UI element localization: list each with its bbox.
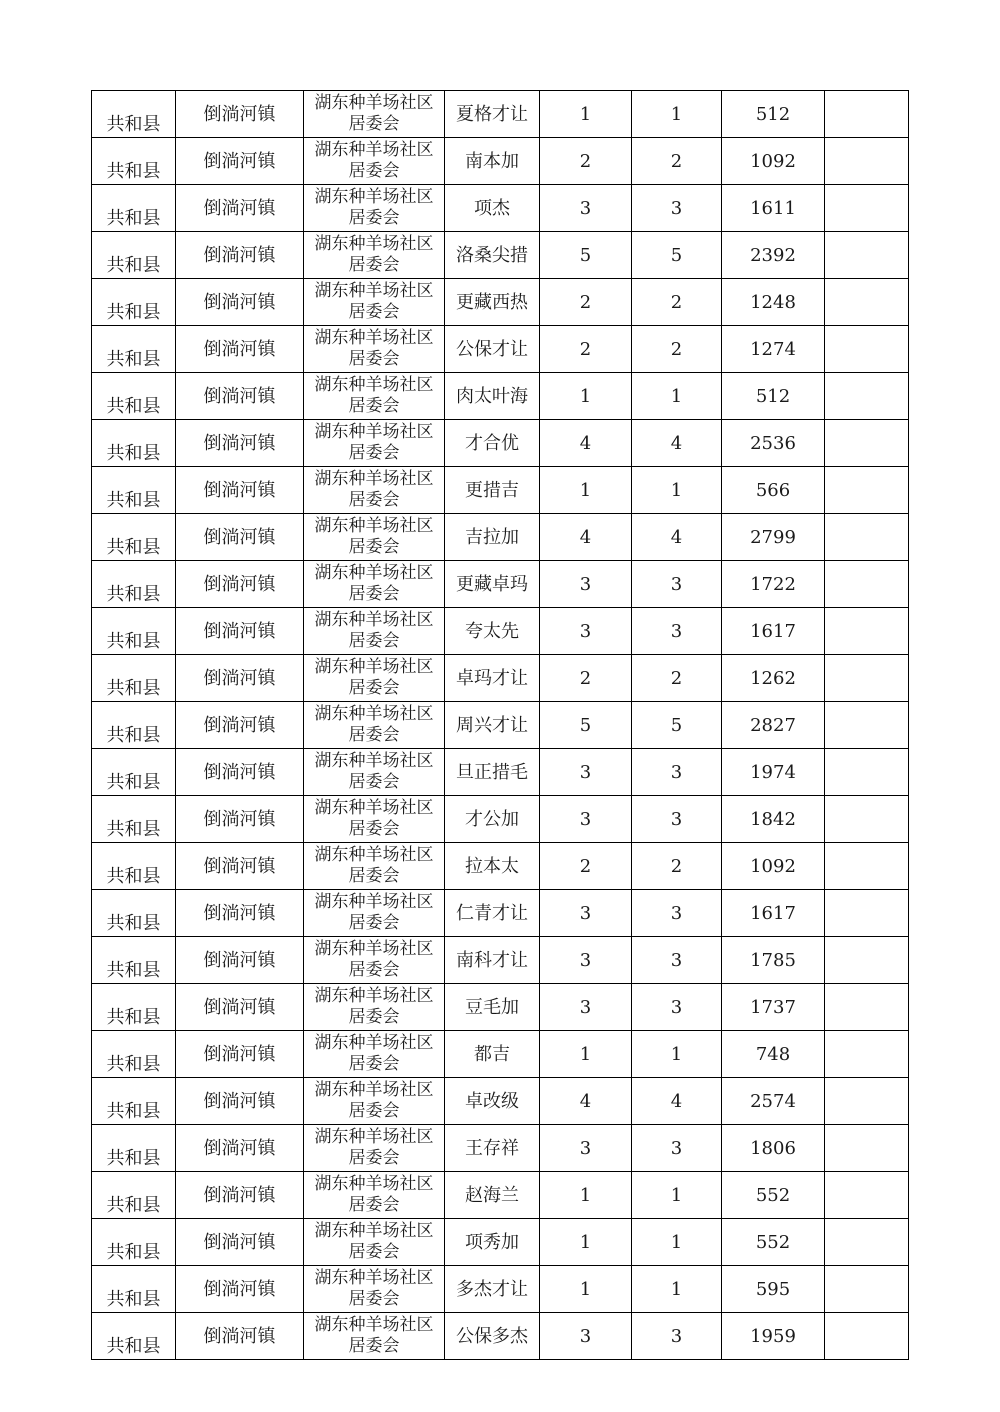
community-line-2: 居委会	[348, 255, 400, 275]
community-line-2: 居委会	[348, 396, 400, 416]
name-cell: 项杰	[445, 185, 540, 232]
community-line-2: 居委会	[348, 1242, 400, 1262]
amount-cell: 1722	[722, 561, 825, 608]
county-cell: 共和县	[92, 1313, 176, 1360]
note-cell	[825, 1078, 909, 1125]
note-cell	[825, 326, 909, 373]
households-cell: 1	[540, 1266, 632, 1313]
community-cell	[304, 937, 445, 984]
community-cell	[304, 326, 445, 373]
community-line-1: 湖东种羊场社区	[314, 516, 434, 536]
community-line-1: 湖东种羊场社区	[314, 1221, 434, 1241]
name-cell: 吉拉加	[445, 514, 540, 561]
amount-cell: 2574	[722, 1078, 825, 1125]
county-cell: 共和县	[92, 373, 176, 420]
amount-cell: 748	[722, 1031, 825, 1078]
town-cell: 倒淌河镇	[176, 561, 304, 608]
name-cell: 更措吉	[445, 467, 540, 514]
name-cell: 旦正措毛	[445, 749, 540, 796]
town-cell: 倒淌河镇	[176, 514, 304, 561]
community-line-2: 居委会	[348, 725, 400, 745]
county-cell: 共和县	[92, 843, 176, 890]
roster-table	[91, 90, 909, 1360]
note-cell	[825, 1266, 909, 1313]
amount-cell: 1617	[722, 608, 825, 655]
town-cell: 倒淌河镇	[176, 796, 304, 843]
community-cell	[304, 749, 445, 796]
community-cell	[304, 1031, 445, 1078]
persons-cell: 4	[632, 420, 722, 467]
county-cell: 共和县	[92, 1031, 176, 1078]
name-cell: 南本加	[445, 138, 540, 185]
community-line-1: 湖东种羊场社区	[314, 845, 434, 865]
community-line-1: 湖东种羊场社区	[314, 1033, 434, 1053]
county-cell: 共和县	[92, 796, 176, 843]
households-cell: 3	[540, 937, 632, 984]
county-cell: 共和县	[92, 467, 176, 514]
households-cell: 1	[540, 1031, 632, 1078]
name-cell: 公保多杰	[445, 1313, 540, 1360]
households-cell: 3	[540, 749, 632, 796]
persons-cell: 2	[632, 655, 722, 702]
community-line-2: 居委会	[348, 208, 400, 228]
households-cell: 2	[540, 138, 632, 185]
table-row	[92, 1125, 909, 1172]
community-line-1: 湖东种羊场社区	[314, 892, 434, 912]
community-line-1: 湖东种羊场社区	[314, 610, 434, 630]
name-cell: 王存祥	[445, 1125, 540, 1172]
households-cell: 1	[540, 1219, 632, 1266]
name-cell: 夸太先	[445, 608, 540, 655]
community-line-2: 居委会	[348, 913, 400, 933]
persons-cell: 2	[632, 279, 722, 326]
name-cell: 拉本太	[445, 843, 540, 890]
persons-cell: 3	[632, 890, 722, 937]
community-cell	[304, 702, 445, 749]
households-cell: 4	[540, 420, 632, 467]
community-line-1: 湖东种羊场社区	[314, 704, 434, 724]
table-row	[92, 373, 909, 420]
community-cell	[304, 843, 445, 890]
households-cell: 2	[540, 326, 632, 373]
community-line-2: 居委会	[348, 161, 400, 181]
table-row	[92, 326, 909, 373]
note-cell	[825, 1172, 909, 1219]
county-cell: 共和县	[92, 937, 176, 984]
community-cell	[304, 1172, 445, 1219]
community-line-1: 湖东种羊场社区	[314, 422, 434, 442]
community-line-2: 居委会	[348, 1336, 400, 1356]
table-row	[92, 138, 909, 185]
amount-cell: 1611	[722, 185, 825, 232]
households-cell: 3	[540, 1313, 632, 1360]
roster-body	[92, 91, 909, 1360]
name-cell: 更藏西热	[445, 279, 540, 326]
note-cell	[825, 232, 909, 279]
name-cell: 才合优	[445, 420, 540, 467]
amount-cell: 595	[722, 1266, 825, 1313]
county-cell: 共和县	[92, 138, 176, 185]
town-cell: 倒淌河镇	[176, 467, 304, 514]
persons-cell: 1	[632, 1172, 722, 1219]
community-line-1: 湖东种羊场社区	[314, 1268, 434, 1288]
table-row	[92, 796, 909, 843]
town-cell: 倒淌河镇	[176, 702, 304, 749]
community-line-1: 湖东种羊场社区	[314, 1127, 434, 1147]
table-row	[92, 1031, 909, 1078]
amount-cell: 1806	[722, 1125, 825, 1172]
amount-cell: 1737	[722, 984, 825, 1031]
town-cell: 倒淌河镇	[176, 1266, 304, 1313]
community-line-1: 湖东种羊场社区	[314, 93, 434, 113]
table-row	[92, 91, 909, 138]
town-cell: 倒淌河镇	[176, 655, 304, 702]
town-cell: 倒淌河镇	[176, 138, 304, 185]
community-cell	[304, 890, 445, 937]
note-cell	[825, 514, 909, 561]
town-cell: 倒淌河镇	[176, 373, 304, 420]
town-cell: 倒淌河镇	[176, 1172, 304, 1219]
amount-cell: 1262	[722, 655, 825, 702]
community-line-1: 湖东种羊场社区	[314, 939, 434, 959]
community-line-1: 湖东种羊场社区	[314, 657, 434, 677]
community-line-2: 居委会	[348, 1007, 400, 1027]
town-cell: 倒淌河镇	[176, 1031, 304, 1078]
community-line-2: 居委会	[348, 1101, 400, 1121]
county-cell: 共和县	[92, 1078, 176, 1125]
community-line-2: 居委会	[348, 490, 400, 510]
community-line-2: 居委会	[348, 960, 400, 980]
households-cell: 3	[540, 796, 632, 843]
county-cell: 共和县	[92, 91, 176, 138]
community-cell	[304, 608, 445, 655]
town-cell: 倒淌河镇	[176, 232, 304, 279]
community-line-2: 居委会	[348, 1054, 400, 1074]
county-cell: 共和县	[92, 702, 176, 749]
households-cell: 2	[540, 279, 632, 326]
households-cell: 1	[540, 91, 632, 138]
name-cell: 豆毛加	[445, 984, 540, 1031]
note-cell	[825, 984, 909, 1031]
town-cell: 倒淌河镇	[176, 326, 304, 373]
community-line-2: 居委会	[348, 772, 400, 792]
community-line-2: 居委会	[348, 443, 400, 463]
town-cell: 倒淌河镇	[176, 890, 304, 937]
community-line-2: 居委会	[348, 349, 400, 369]
community-line-1: 湖东种羊场社区	[314, 281, 434, 301]
households-cell: 4	[540, 514, 632, 561]
county-cell: 共和县	[92, 608, 176, 655]
community-line-1: 湖东种羊场社区	[314, 469, 434, 489]
amount-cell: 1248	[722, 279, 825, 326]
table-row	[92, 1078, 909, 1125]
town-cell: 倒淌河镇	[176, 749, 304, 796]
households-cell: 1	[540, 1172, 632, 1219]
table-row	[92, 514, 909, 561]
community-cell	[304, 279, 445, 326]
county-cell: 共和县	[92, 1125, 176, 1172]
amount-cell: 2799	[722, 514, 825, 561]
name-cell: 更藏卓玛	[445, 561, 540, 608]
town-cell: 倒淌河镇	[176, 984, 304, 1031]
amount-cell: 2392	[722, 232, 825, 279]
persons-cell: 4	[632, 1078, 722, 1125]
households-cell: 5	[540, 232, 632, 279]
table-row	[92, 1172, 909, 1219]
persons-cell: 3	[632, 185, 722, 232]
town-cell: 倒淌河镇	[176, 1313, 304, 1360]
amount-cell: 1959	[722, 1313, 825, 1360]
community-cell	[304, 138, 445, 185]
table-row	[92, 984, 909, 1031]
amount-cell: 2827	[722, 702, 825, 749]
county-cell: 共和县	[92, 185, 176, 232]
amount-cell: 566	[722, 467, 825, 514]
table-row	[92, 467, 909, 514]
name-cell: 洛桑尖措	[445, 232, 540, 279]
county-cell: 共和县	[92, 326, 176, 373]
persons-cell: 2	[632, 138, 722, 185]
county-cell: 共和县	[92, 655, 176, 702]
note-cell	[825, 1313, 909, 1360]
households-cell: 3	[540, 1125, 632, 1172]
persons-cell: 3	[632, 937, 722, 984]
amount-cell: 552	[722, 1219, 825, 1266]
persons-cell: 3	[632, 608, 722, 655]
households-cell: 1	[540, 467, 632, 514]
households-cell: 5	[540, 702, 632, 749]
name-cell: 都吉	[445, 1031, 540, 1078]
households-cell: 3	[540, 561, 632, 608]
persons-cell: 1	[632, 467, 722, 514]
community-line-1: 湖东种羊场社区	[314, 375, 434, 395]
community-line-1: 湖东种羊场社区	[314, 328, 434, 348]
name-cell: 南科才让	[445, 937, 540, 984]
table-row	[92, 279, 909, 326]
community-cell	[304, 561, 445, 608]
community-cell	[304, 1313, 445, 1360]
community-cell	[304, 1266, 445, 1313]
community-cell	[304, 984, 445, 1031]
community-cell	[304, 185, 445, 232]
persons-cell: 1	[632, 1266, 722, 1313]
note-cell	[825, 420, 909, 467]
table-row	[92, 1266, 909, 1313]
note-cell	[825, 702, 909, 749]
table-row	[92, 749, 909, 796]
town-cell: 倒淌河镇	[176, 1125, 304, 1172]
county-cell: 共和县	[92, 420, 176, 467]
community-cell	[304, 796, 445, 843]
persons-cell: 2	[632, 843, 722, 890]
community-line-1: 湖东种羊场社区	[314, 563, 434, 583]
persons-cell: 3	[632, 1313, 722, 1360]
amount-cell: 1785	[722, 937, 825, 984]
town-cell: 倒淌河镇	[176, 91, 304, 138]
amount-cell: 1092	[722, 843, 825, 890]
community-line-2: 居委会	[348, 866, 400, 886]
town-cell: 倒淌河镇	[176, 1078, 304, 1125]
households-cell: 4	[540, 1078, 632, 1125]
county-cell: 共和县	[92, 1219, 176, 1266]
note-cell	[825, 185, 909, 232]
county-cell: 共和县	[92, 1172, 176, 1219]
note-cell	[825, 138, 909, 185]
name-cell: 公保才让	[445, 326, 540, 373]
county-cell: 共和县	[92, 232, 176, 279]
households-cell: 1	[540, 373, 632, 420]
name-cell: 卓改级	[445, 1078, 540, 1125]
community-cell	[304, 1125, 445, 1172]
note-cell	[825, 373, 909, 420]
persons-cell: 2	[632, 326, 722, 373]
persons-cell: 3	[632, 796, 722, 843]
note-cell	[825, 937, 909, 984]
note-cell	[825, 843, 909, 890]
persons-cell: 3	[632, 749, 722, 796]
community-cell	[304, 655, 445, 702]
community-line-1: 湖东种羊场社区	[314, 798, 434, 818]
amount-cell: 1842	[722, 796, 825, 843]
community-line-1: 湖东种羊场社区	[314, 1315, 434, 1335]
note-cell	[825, 749, 909, 796]
table-row	[92, 608, 909, 655]
community-line-2: 居委会	[348, 631, 400, 651]
households-cell: 2	[540, 655, 632, 702]
persons-cell: 4	[632, 514, 722, 561]
table-row	[92, 185, 909, 232]
note-cell	[825, 608, 909, 655]
community-line-2: 居委会	[348, 1148, 400, 1168]
table-row	[92, 843, 909, 890]
town-cell: 倒淌河镇	[176, 608, 304, 655]
persons-cell: 5	[632, 232, 722, 279]
name-cell: 项秀加	[445, 1219, 540, 1266]
table-row	[92, 937, 909, 984]
community-line-2: 居委会	[348, 1289, 400, 1309]
households-cell: 3	[540, 984, 632, 1031]
persons-cell: 1	[632, 373, 722, 420]
town-cell: 倒淌河镇	[176, 279, 304, 326]
note-cell	[825, 655, 909, 702]
community-cell	[304, 514, 445, 561]
name-cell: 才公加	[445, 796, 540, 843]
community-cell	[304, 373, 445, 420]
table-row	[92, 655, 909, 702]
name-cell: 赵海兰	[445, 1172, 540, 1219]
note-cell	[825, 467, 909, 514]
town-cell: 倒淌河镇	[176, 937, 304, 984]
amount-cell: 1617	[722, 890, 825, 937]
name-cell: 仁青才让	[445, 890, 540, 937]
community-line-1: 湖东种羊场社区	[314, 751, 434, 771]
community-line-2: 居委会	[348, 678, 400, 698]
households-cell: 3	[540, 890, 632, 937]
amount-cell: 1274	[722, 326, 825, 373]
community-line-1: 湖东种羊场社区	[314, 234, 434, 254]
note-cell	[825, 561, 909, 608]
persons-cell: 3	[632, 1125, 722, 1172]
persons-cell: 1	[632, 1219, 722, 1266]
households-cell: 2	[540, 843, 632, 890]
community-cell	[304, 467, 445, 514]
name-cell: 卓玛才让	[445, 655, 540, 702]
community-line-2: 居委会	[348, 302, 400, 322]
households-cell: 3	[540, 185, 632, 232]
community-line-2: 居委会	[348, 1195, 400, 1215]
community-line-1: 湖东种羊场社区	[314, 1174, 434, 1194]
name-cell: 多杰才让	[445, 1266, 540, 1313]
note-cell	[825, 1125, 909, 1172]
note-cell	[825, 91, 909, 138]
county-cell: 共和县	[92, 561, 176, 608]
persons-cell: 3	[632, 984, 722, 1031]
town-cell: 倒淌河镇	[176, 1219, 304, 1266]
community-line-1: 湖东种羊场社区	[314, 140, 434, 160]
county-cell: 共和县	[92, 890, 176, 937]
persons-cell: 3	[632, 561, 722, 608]
amount-cell: 552	[722, 1172, 825, 1219]
community-line-1: 湖东种羊场社区	[314, 187, 434, 207]
town-cell: 倒淌河镇	[176, 185, 304, 232]
community-line-1: 湖东种羊场社区	[314, 1080, 434, 1100]
table-row	[92, 1219, 909, 1266]
county-cell: 共和县	[92, 984, 176, 1031]
table-row	[92, 1313, 909, 1360]
table-row	[92, 420, 909, 467]
community-cell	[304, 420, 445, 467]
table-row	[92, 702, 909, 749]
table-row	[92, 890, 909, 937]
county-cell: 共和县	[92, 1266, 176, 1313]
community-line-2: 居委会	[348, 819, 400, 839]
county-cell: 共和县	[92, 279, 176, 326]
community-line-2: 居委会	[348, 537, 400, 557]
community-cell	[304, 91, 445, 138]
persons-cell: 1	[632, 1031, 722, 1078]
table-row	[92, 561, 909, 608]
community-cell	[304, 1219, 445, 1266]
note-cell	[825, 796, 909, 843]
note-cell	[825, 279, 909, 326]
community-cell	[304, 232, 445, 279]
town-cell: 倒淌河镇	[176, 843, 304, 890]
name-cell: 夏格才让	[445, 91, 540, 138]
amount-cell: 512	[722, 373, 825, 420]
note-cell	[825, 1031, 909, 1078]
community-line-2: 居委会	[348, 584, 400, 604]
amount-cell: 2536	[722, 420, 825, 467]
note-cell	[825, 1219, 909, 1266]
table-row	[92, 232, 909, 279]
amount-cell: 1092	[722, 138, 825, 185]
community-cell	[304, 1078, 445, 1125]
households-cell: 3	[540, 608, 632, 655]
town-cell: 倒淌河镇	[176, 420, 304, 467]
note-cell	[825, 890, 909, 937]
name-cell: 肉太叶海	[445, 373, 540, 420]
name-cell: 周兴才让	[445, 702, 540, 749]
county-cell: 共和县	[92, 514, 176, 561]
community-line-1: 湖东种羊场社区	[314, 986, 434, 1006]
county-cell: 共和县	[92, 749, 176, 796]
amount-cell: 512	[722, 91, 825, 138]
persons-cell: 1	[632, 91, 722, 138]
persons-cell: 5	[632, 702, 722, 749]
amount-cell: 1974	[722, 749, 825, 796]
community-line-2: 居委会	[348, 114, 400, 134]
